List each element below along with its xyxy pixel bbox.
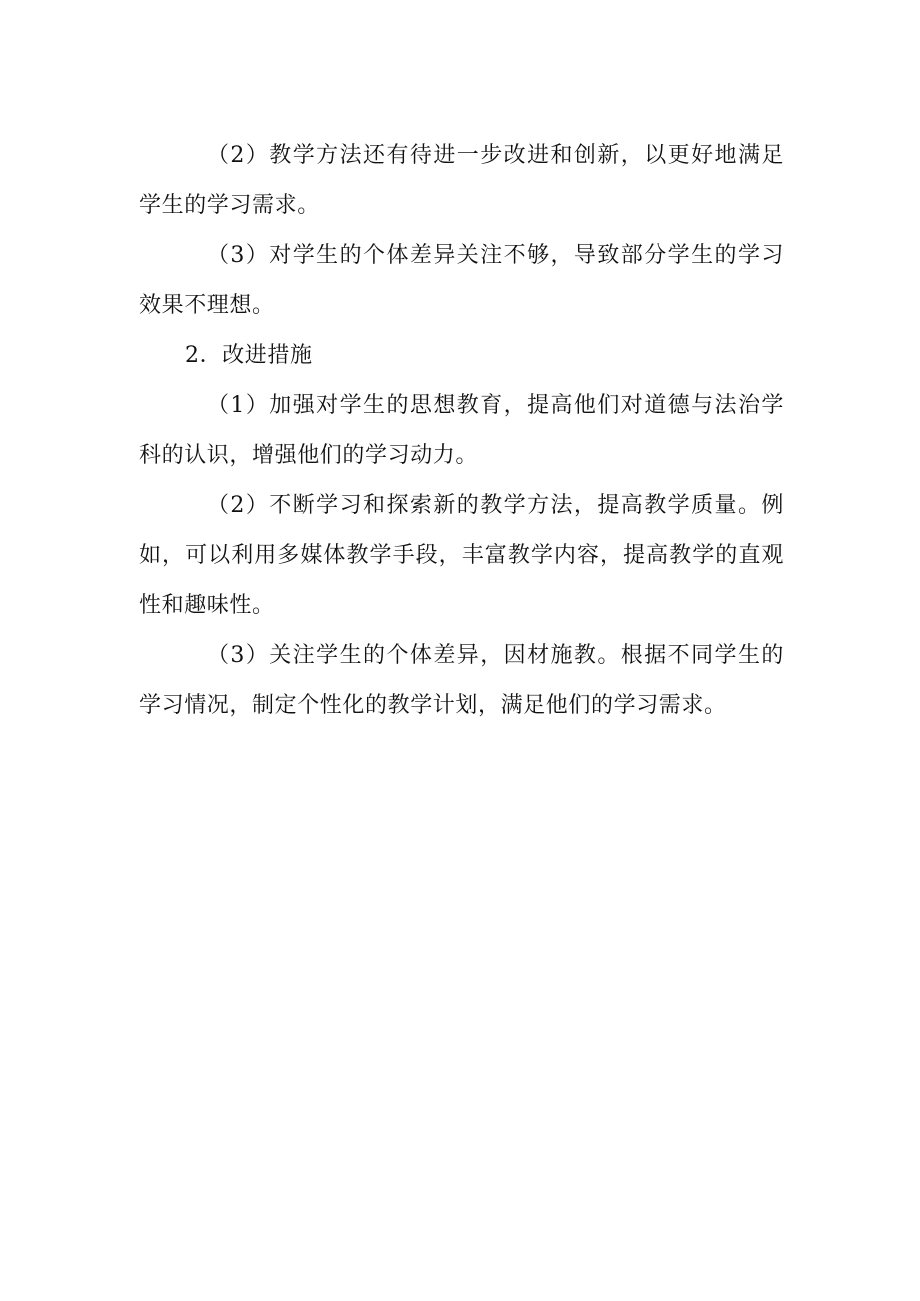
paragraph-measure-1: （1）加强对学生的思想教育，提高他们对道德与法治学科的认识，增强他们的学习动力。 (139, 393, 784, 468)
paragraph-measure-3: （3）关注学生的个体差异，因材施教。根据不同学生的学习情况，制定个性化的教学计划，满足他们的学习需求。 (139, 643, 784, 718)
paragraph-problem-3: （3）对学生的个体差异关注不够，导致部分学生的学习效果不理想。 (139, 243, 784, 318)
document-body (139, 131, 784, 731)
paragraph-measure-2: （2）不断学习和探索新的教学方法，提高教学质量。例如，可以利用多媒体教学手段，丰富教学内容，提高教学的直观性和趣味性。 (139, 493, 784, 618)
paragraph-problem-2: （2）教学方法还有待进一步改进和创新，以更好地满足学生的学习需求。 (139, 143, 784, 218)
section-heading-improvement-measures: 2．改进措施 (185, 343, 313, 368)
